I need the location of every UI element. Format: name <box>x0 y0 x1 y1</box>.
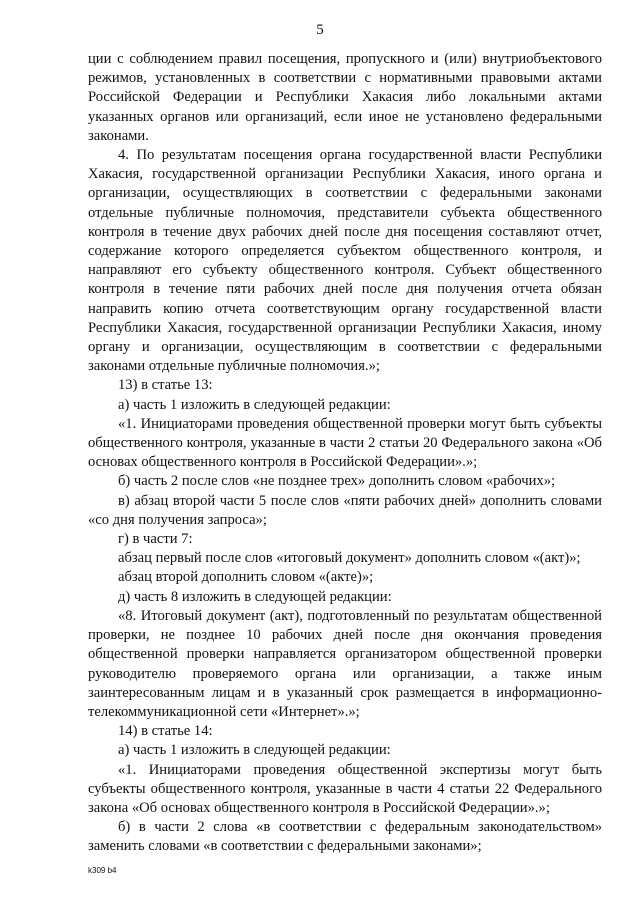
document-body <box>88 50 602 857</box>
footer-document-code: k309 b4 <box>88 866 117 875</box>
paragraph-5: «1. Инициаторами проведения общественной проверки могут быть субъекты общественного контроля, указанные в части 2 статьи 20 Федерального закона «Об основах общественного контроля в Российской Федерации».»; <box>88 415 602 471</box>
paragraph-14: а) часть 1 изложить в следующей редакции: <box>118 742 391 759</box>
paragraph-12: «8. Итоговый документ (акт), подготовленный по результатам общественной проверки, не позднее 10 рабочих дней после дня окончания проведения общественной проверки направляется организатором общественной проверки руководителю проверяемого органа или организации, а также иным заинтересованным лицам и в указанный срок размещается в информационно-телекоммуникационной сети «Интернет».»; <box>88 607 602 720</box>
paragraph-16: б) в части 2 слова «в соответствии с федеральным законодательством» заменить словами «в соответствии с федеральными законами»; <box>88 819 602 855</box>
paragraph-8: г) в части 7: <box>118 531 193 548</box>
paragraph-13: 14) в статье 14: <box>118 723 213 740</box>
paragraph-7: в) абзац второй части 5 после слов «пяти рабочих дней» дополнить словами «со дня получения запроса»; <box>88 492 602 528</box>
paragraph-2: 4. По результатам посещения органа государственной власти Республики Хакасия, государственной организации Республики Хакасия, иного органа и организации, осуществляющих в соответствии с федеральными законами отдельные публичные полномочия, представители субъекта общественного контроля в течение двух рабочих дней после дня посещения составляют отчет, содержание которого определяется субъектом общественного контроля, и направляют его субъекту общественного контроля. Субъект общественного контроля в течение пяти рабочих дней после дня получения отчета обязан направить копию отчета соответствующим органу государственной власти Республики Хакасия, государственной организации Республики Хакасия, иному органу и организации, осуществляющим в соответствии с федеральными законами отдельные публичные полномочия.»; <box>88 147 602 375</box>
paragraph-4: а) часть 1 изложить в следующей редакции: <box>118 396 391 413</box>
paragraph-1: ции с соблюдением правил посещения, пропускного и (или) внутриобъектового режимов, установленных в соответствии с нормативными правовыми актами Российской Федерации и Республики Хакасия либо локальными актами указанных органов или организаций, если иное не установлено федеральными законами. <box>88 51 602 144</box>
paragraph-3: 13) в статье 13: <box>118 377 213 394</box>
paragraph-9: абзац первый после слов «итоговый документ» дополнить словом «(акт)»; <box>118 550 581 567</box>
page-number: 5 <box>316 22 324 38</box>
paragraph-15: «1. Инициаторами проведения общественной экспертизы могут быть субъекты общественного контроля, указанные в части 4 статьи 22 Федерального закона «Об основах общественного контроля в Российской Федерации».»; <box>88 761 602 816</box>
paragraph-11: д) часть 8 изложить в следующей редакции: <box>118 588 392 605</box>
paragraph-6: б) часть 2 после слов «не позднее трех» дополнить словом «рабочих»; <box>118 473 556 490</box>
paragraph-10: абзац второй дополнить словом «(акте)»; <box>118 569 374 586</box>
